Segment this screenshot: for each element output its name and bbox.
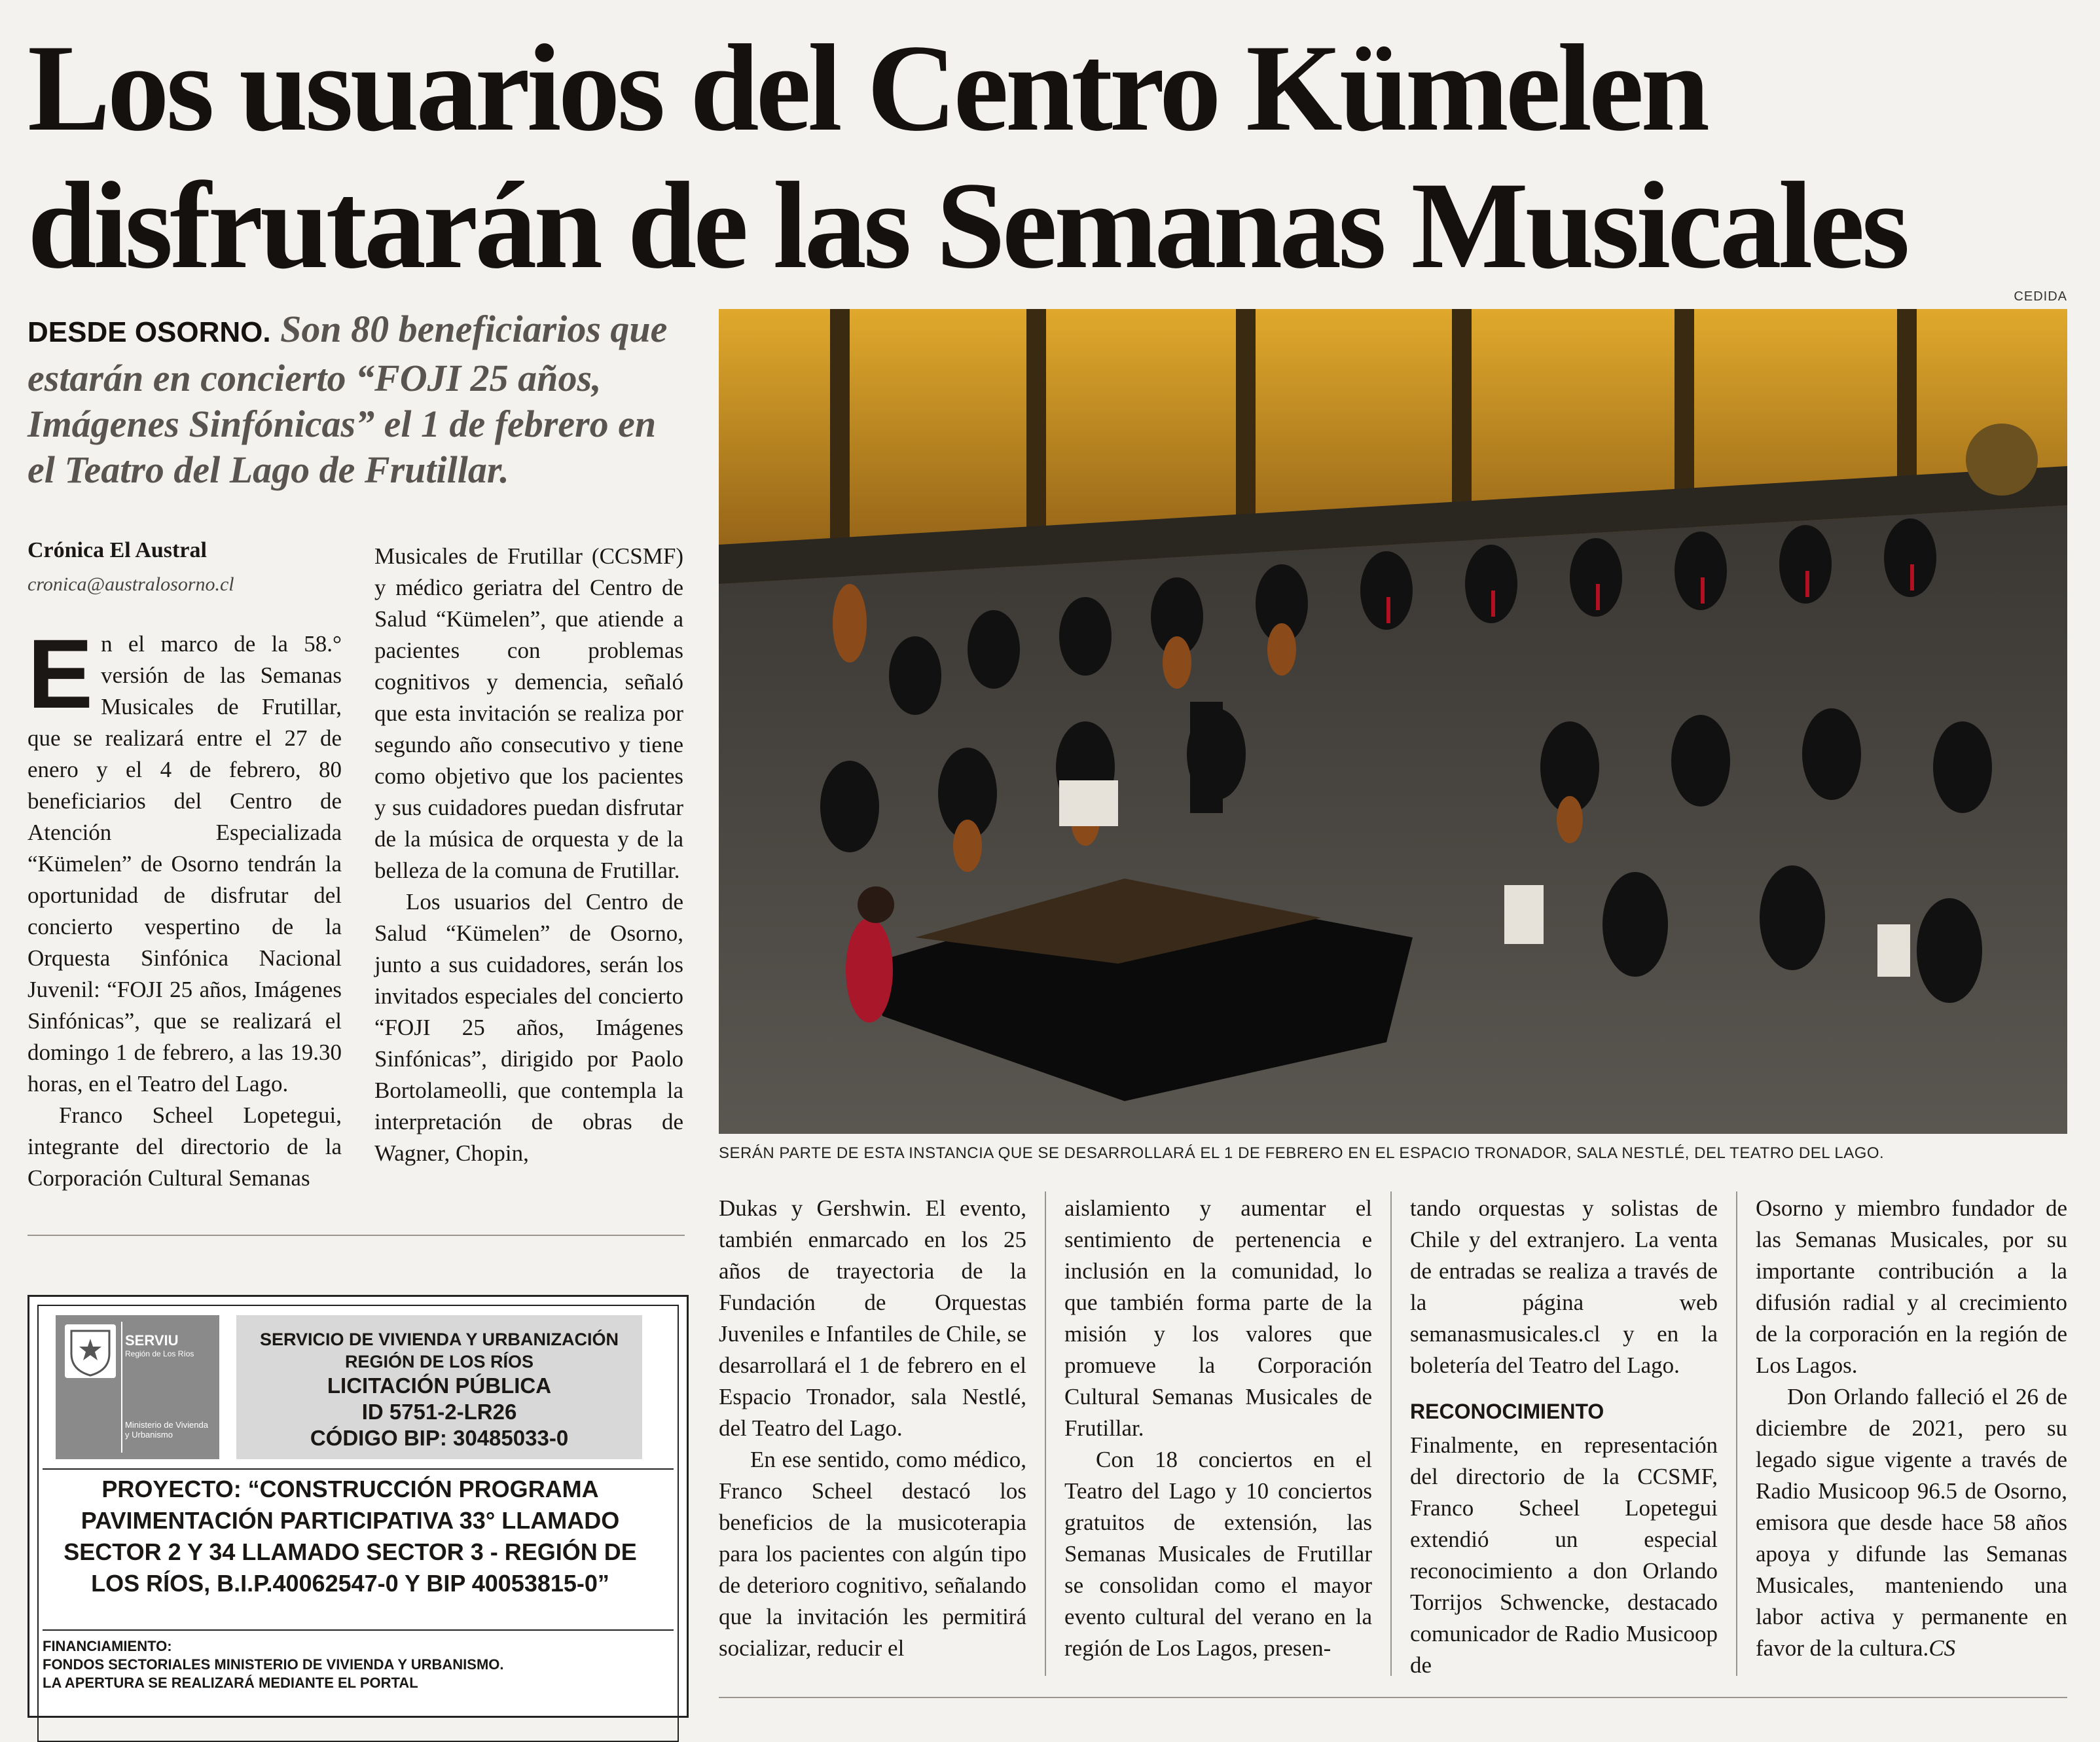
paragraph: Musicales de Frutillar (CCSMF) y médico geriatra del Centro de Salud “Kümelen”, que atiende a pacientes con problemas cognitivos y demencia, señaló que esta invitación se realiza por segundo año consecutivo y tiene como objetivo que los pacientes y sus cuidadores puedan disfrutar de la música de orquesta y de la belleza de la comuna de Frutillar. bbox=[374, 543, 683, 883]
project-title: PROYECTO: “CONSTRUCCIÓN PROGRAMA PAVIMENTACIÓN PARTICIPATIVA 33° LLAMADO SECTOR 2 Y 34 LLAMADO SECTOR 3 - REGIÓN DE LOS RÍOS, B.I.P.40062547-0 Y BIP 40053815-0” bbox=[63, 1476, 637, 1597]
byline: Crónica El Austral bbox=[27, 538, 207, 562]
article-column-4 bbox=[1064, 1193, 1372, 1664]
article-column-2 bbox=[374, 541, 683, 1169]
paragraph: Con 18 conciertos en el Teatro del Lago y 10 conciertos gratuitos de extensión, las Semanas Musicales de Frutillar se consolidan como el mayor evento cultural del verano en la región de Los Lagos, presen- bbox=[1064, 1447, 1372, 1661]
logo-divider bbox=[121, 1322, 122, 1453]
logo-ministry: Ministerio de Vivienda y Urbanismo bbox=[125, 1420, 208, 1440]
paragraph: En el marco de la 58.° versión de las Semanas Musicales de Frutillar, que se realizará entre el 27 de enero y el 4 de febrero, 80 beneficiarios del Centro de Atención Especializada “Kümelen” de Osorno tendrán la oportunidad de disfrutar del concierto vespertino de la Orquesta Sinfónica Nacional Juvenil: “FOJI 25 años, Imágenes Sinfónicas”, que se realizará el domingo 1 de febrero, a las 19.30 horas, en el Teatro del Lago. bbox=[27, 619, 342, 1097]
article-column-5 bbox=[1410, 1193, 1718, 1681]
end-mark: CS bbox=[1928, 1635, 1956, 1661]
column-divider bbox=[1390, 1191, 1392, 1676]
opening-text: LA APERTURA SE REALIZARÁ MEDIANTE EL PORTAL bbox=[43, 1675, 418, 1691]
photo-credit: CEDIDA bbox=[2014, 289, 2067, 304]
section-subhead: RECONOCIMIENTO bbox=[1410, 1400, 1604, 1423]
orchestra-illustration bbox=[719, 309, 2067, 1134]
paragraph: Franco Scheel Lopetegui, integrante del directorio de la Corporación Cultural Semanas bbox=[27, 1102, 342, 1191]
tender-type: LICITACIÓN PÚBLICA bbox=[327, 1373, 552, 1398]
paragraph: aislamiento y aumentar el sentimiento de pertenencia e inclusión en la comunidad, lo que también forma parte de la misión y los valores que promueve la Corporación Cultural Semanas Musicales de Frutillar. bbox=[1064, 1195, 1372, 1441]
chile-crest-icon bbox=[65, 1324, 116, 1378]
column-divider bbox=[1736, 1191, 1737, 1676]
ad-header bbox=[236, 1315, 642, 1459]
tender-advertisement bbox=[27, 1295, 689, 1718]
logo-region: Región de Los Ríos bbox=[125, 1349, 194, 1358]
agency-region: REGIÓN DE LOS RÍOS bbox=[344, 1352, 534, 1371]
headline: Los usuarios del Centro Kümelen disfrutarán de las Semanas Musicales bbox=[27, 20, 1907, 295]
financing-block bbox=[43, 1637, 658, 1692]
column-divider bbox=[1045, 1191, 1046, 1676]
paragraph: Dukas y Gershwin. El evento, también enmarcado en los 25 años de trayectoria de la Fundación de Orquestas Juveniles e Infantiles de Chile, se desarrollará el 1 de febrero en el Espacio Tronador, sala Nestlé, del Teatro del Lago. bbox=[719, 1195, 1026, 1441]
article-column-6 bbox=[1756, 1193, 2067, 1664]
photo-caption: SERÁN PARTE DE ESTA INSTANCIA QUE SE DESARROLLARÁ EL 1 DE FEBRERO EN EL ESPACIO TRONADOR, SALA NESTLÉ, DEL TEATRO DEL LAGO. bbox=[719, 1144, 1885, 1162]
lede-text: Son 80 beneficiarios que estarán en concierto “FOJI 25 años, Imágenes Sinfónicas” el 1 de febrero en el Teatro del Lago de Frutillar. bbox=[27, 308, 668, 491]
paragraph: Osorno y miembro fundador de las Semanas Musicales, por su importante contribución a la difusión radial y al crecimiento de la corporación en la región de Los Lagos. bbox=[1756, 1195, 2067, 1378]
financing-label: FINANCIAMIENTO: bbox=[43, 1638, 172, 1654]
paragraph: Los usuarios del Centro de Salud “Kümelen” de Osorno, junto a sus cuidadores, serán los invitados especiales del concierto “FOJI 25 años, Imágenes Sinfónicas”, dirigido por Paolo Bortolameolli, que contempla la interpretación de obras de Wagner, Chopin, bbox=[374, 889, 683, 1166]
paragraph: tando orquestas y solistas de Chile y del extranjero. La venta de entradas se realiza a través de la página web semanasmusicales.cl y en la boletería del Teatro del Lago. bbox=[1410, 1195, 1718, 1378]
ad-separator bbox=[43, 1629, 674, 1631]
lede-kicker: DESDE OSORNO. bbox=[27, 316, 271, 348]
bottom-rule bbox=[719, 1697, 2067, 1698]
tender-id: ID 5751-2-LR26 bbox=[361, 1400, 517, 1424]
divider bbox=[27, 1235, 685, 1236]
paragraph: Don Orlando falleció el 26 de diciembre de 2021, pero su legado sigue vigente a través de Radio Musicoop 96.5 de Osorno, emisora que desde hace 58 años apoya y difunde las Semanas Musicales, manteniendo una labor activa y permanente en favor de la cultura.CS bbox=[1756, 1384, 2067, 1661]
article-column-3 bbox=[719, 1193, 1026, 1664]
article-column-1 bbox=[27, 619, 342, 1194]
lede bbox=[27, 306, 682, 493]
bip-code: CÓDIGO BIP: 30485033-0 bbox=[310, 1426, 569, 1450]
ad-separator bbox=[43, 1468, 674, 1470]
drop-cap: E bbox=[27, 619, 94, 729]
serviu-logo bbox=[56, 1315, 219, 1459]
financing-text: FONDOS SECTORIALES MINISTERIO DE VIVIENDA Y URBANISMO. bbox=[43, 1656, 504, 1673]
agency-name: SERVICIO DE VIVIENDA Y URBANIZACIÓN bbox=[259, 1330, 619, 1349]
author-email: cronica@australosorno.cl bbox=[27, 573, 234, 595]
orchestra-photo bbox=[719, 309, 2067, 1134]
paragraph: Finalmente, en representación del directorio de la CCSMF, Franco Scheel Lopetegui extendió un especial reconocimiento a don Orlando Torrijos Schwencke, destacado comunicador de Radio Musicoop de bbox=[1410, 1432, 1718, 1678]
paragraph: En ese sentido, como médico, Franco Scheel destacó los beneficios de la musicoterapia para los pacientes con algún tipo de deterioro cognitivo, señalando que la invitación les permitirá socializar, reducir el bbox=[719, 1447, 1026, 1661]
logo-title: SERVIU bbox=[125, 1332, 179, 1349]
